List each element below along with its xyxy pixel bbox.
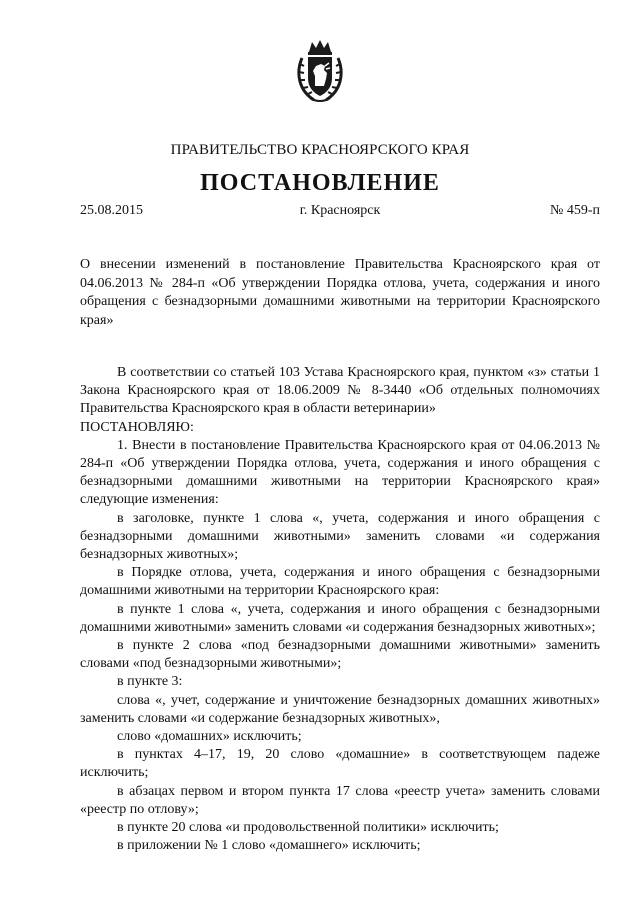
government-title: ПРАВИТЕЛЬСТВО КРАСНОЯРСКОГО КРАЯ [170, 142, 470, 158]
document-body [80, 364, 600, 855]
body-paragraph: 1. Внести в постановление Правительства Красноярского края от 04.06.2013 № 284-п «Об утверждении Порядка отлова, учета, содержания и иного обращения с безнадзорными домашними животными на территории Красноярского края» следующие изменения: [80, 437, 600, 508]
body-paragraph: в Порядке отлова, учета, содержания и иного обращения с безнадзорными домашними животными на территории Красноярского края: [80, 565, 600, 599]
document-date: 25.08.2015 [80, 203, 143, 218]
document-number: № 459-п [549, 203, 600, 218]
preamble-paragraph: В соответствии со статьей 103 Устава Красноярского края, пунктом «з» статьи 1 Закона Красноярского края от 18.06.2009 № 8-3440 «Об отдельных полномочиях Правительства Красноярского края в области ветеринарии» [80, 365, 600, 417]
body-paragraph: слово «домашних» исключить; [117, 729, 302, 745]
body-paragraph: в пункте 2 слова «под безнадзорными домашними животными» заменить словами «под безнадзорными животными»; [80, 638, 600, 672]
body-paragraph: в пункте 20 слова «и продовольственной политики» исключить; [117, 820, 499, 836]
document-city: г. Красноярск [299, 203, 381, 218]
body-paragraph: в абзацах первом и втором пункта 17 слова «реестр учета» заменить словами «реестр по отлову»; [80, 783, 600, 817]
document-type-title: ПОСТАНОВЛЕНИЕ [200, 170, 440, 196]
body-paragraph: в пункте 1 слова «, учета, содержания и иного обращения с безнадзорными домашними животными» заменить словами «и содержания безнадзорных животных»; [80, 601, 600, 635]
document-subject: О внесении изменений в постановление Правительства Красноярского края от 04.06.2013 № 284-п «Об утверждении Порядка отлова, учета, содержания и иного обращения с безнадзорными домашними животными на территории Красноярского края» [80, 257, 600, 328]
body-paragraph: слова «, учет, содержание и уничтожение безнадзорных домашних животных» заменить словами «и содержание безнадзорных животных», [80, 692, 600, 726]
decree-word: ПОСТАНОВЛЯЮ: [80, 419, 194, 435]
body-paragraph: в пункте 3: [117, 674, 183, 690]
body-paragraph: в заголовке, пункте 1 слова «, учета, содержания и иного обращения с безнадзорными домашними животными» заменить словами «и содержания безнадзорных животных»; [80, 510, 600, 563]
coat-of-arms-icon [296, 38, 344, 104]
body-paragraph: в пунктах 4–17, 19, 20 слово «домашние» в соответствующем падеже исключить; [80, 747, 600, 781]
body-paragraph: в приложении № 1 слово «домашнего» исключить; [117, 838, 421, 854]
